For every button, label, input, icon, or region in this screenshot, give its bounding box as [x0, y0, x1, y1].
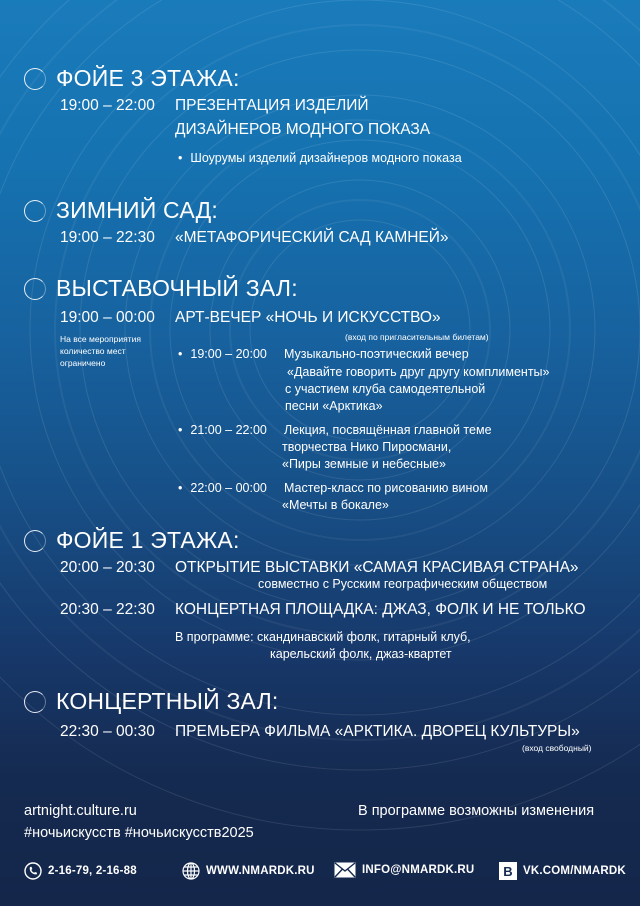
sub-event-text: творчества Нико Пиросмани, — [282, 440, 452, 454]
event-note: (вход по пригласительным билетам) — [345, 332, 489, 342]
section-title: ФОЙЕ 1 ЭТАЖА: — [56, 527, 240, 553]
section-title: КОНЦЕРТНЫЙ ЗАЛ: — [56, 688, 279, 714]
event-note: (вход свободный) — [522, 743, 592, 753]
section-title: ЗИМНИЙ САД: — [56, 197, 219, 223]
hashtags: #ночьискусств #ночьискусств2025 — [24, 825, 254, 841]
contact-email[interactable] — [334, 862, 474, 878]
event-note: карельский фолк, джаз-квартет — [270, 647, 452, 661]
ring-icon — [24, 278, 46, 300]
event-title: КОНЦЕРТНАЯ ПЛОЩАДКА: ДЖАЗ, ФОЛК И НЕ ТОЛЬКО — [175, 601, 586, 618]
event-time: 20:00 – 20:30 — [60, 559, 155, 576]
contact-website[interactable] — [182, 862, 315, 880]
bullet-item: • Шоурумы изделий дизайнеров модного показа — [178, 151, 462, 165]
svg-text:B: B — [503, 864, 513, 879]
ring-icon — [24, 68, 46, 90]
section-winter-garden — [24, 197, 218, 224]
sub-event-text: песни «Арктика» — [285, 399, 383, 413]
sub-event-text: «Давайте говорить друг другу комплименты» — [287, 365, 550, 379]
side-note: количество мест — [60, 346, 126, 356]
website-link[interactable]: artnight.culture.ru — [24, 803, 137, 819]
vk-icon — [499, 862, 517, 880]
sub-event-text: Лекция, посвящённая главной теме — [284, 423, 492, 437]
disclaimer: В программе возможны изменения — [358, 803, 595, 819]
ring-icon — [24, 691, 46, 713]
section-title: ФОЙЕ 3 ЭТАЖА: — [56, 65, 240, 91]
event-time: 19:00 – 22:30 — [60, 229, 155, 246]
event-title: АРТ-ВЕЧЕР «НОЧЬ И ИСКУССТВО» — [175, 309, 441, 326]
section-exhibition-hall — [24, 275, 298, 302]
contact-vk[interactable] — [499, 862, 626, 880]
event-time: 19:00 – 00:00 — [60, 309, 155, 326]
side-note: На все мероприятия — [60, 334, 141, 344]
sub-event-time: • 21:00 – 22:00 — [178, 423, 267, 437]
event-note: совместно с Русским географическим обществом — [258, 577, 548, 591]
ring-icon — [24, 530, 46, 552]
ring-icon — [24, 200, 46, 222]
contact-text: VK.COM/NMARDK — [523, 865, 626, 877]
side-note: ограничено — [60, 358, 106, 368]
contact-text: 2-16-79, 2-16-88 — [48, 865, 137, 877]
globe-icon — [182, 862, 200, 880]
event-time: 20:30 – 22:30 — [60, 601, 155, 618]
event-title: ОТКРЫТИЕ ВЫСТАВКИ «САМАЯ КРАСИВАЯ СТРАНА» — [175, 559, 579, 576]
contact-text: WWW.NMARDK.RU — [206, 865, 315, 877]
section-foyer-3 — [24, 65, 240, 92]
contact-phone[interactable] — [24, 862, 137, 880]
sub-event-text: Мастер-класс по рисованию вином — [284, 481, 488, 495]
section-concert-hall — [24, 688, 278, 715]
sub-event-time: • 22:00 – 00:00 — [178, 481, 267, 495]
section-foyer-1 — [24, 527, 240, 554]
sub-event-text: с участием клуба самодеятельной — [285, 382, 486, 396]
sub-event-text: Музыкально-поэтический вечер — [284, 347, 469, 361]
section-title: ВЫСТАВОЧНЫЙ ЗАЛ: — [56, 275, 298, 301]
phone-icon — [24, 862, 42, 880]
contact-text: INFO@NMARDK.RU — [362, 864, 475, 876]
event-time: 19:00 – 22:00 — [60, 97, 155, 114]
event-note: В программе: скандинавский фолк, гитарный клуб, — [175, 630, 471, 644]
sub-event-time: • 19:00 – 20:00 — [178, 347, 267, 361]
sub-event-text: «Мечты в бокале» — [282, 498, 389, 512]
event-time: 22:30 – 00:30 — [60, 723, 155, 740]
event-title: ПРЕМЬЕРА ФИЛЬМА «АРКТИКА. ДВОРЕЦ КУЛЬТУРЫ» — [175, 723, 580, 740]
event-title: ПРЕЗЕНТАЦИЯ ИЗДЕЛИЙ — [175, 97, 369, 114]
mail-icon — [334, 862, 356, 878]
event-title-cont: ДИЗАЙНЕРОВ МОДНОГО ПОКАЗА — [175, 121, 431, 138]
sub-event-text: «Пиры земные и небесные» — [282, 457, 446, 471]
event-title: «МЕТАФОРИЧЕСКИЙ САД КАМНЕЙ» — [175, 229, 449, 246]
